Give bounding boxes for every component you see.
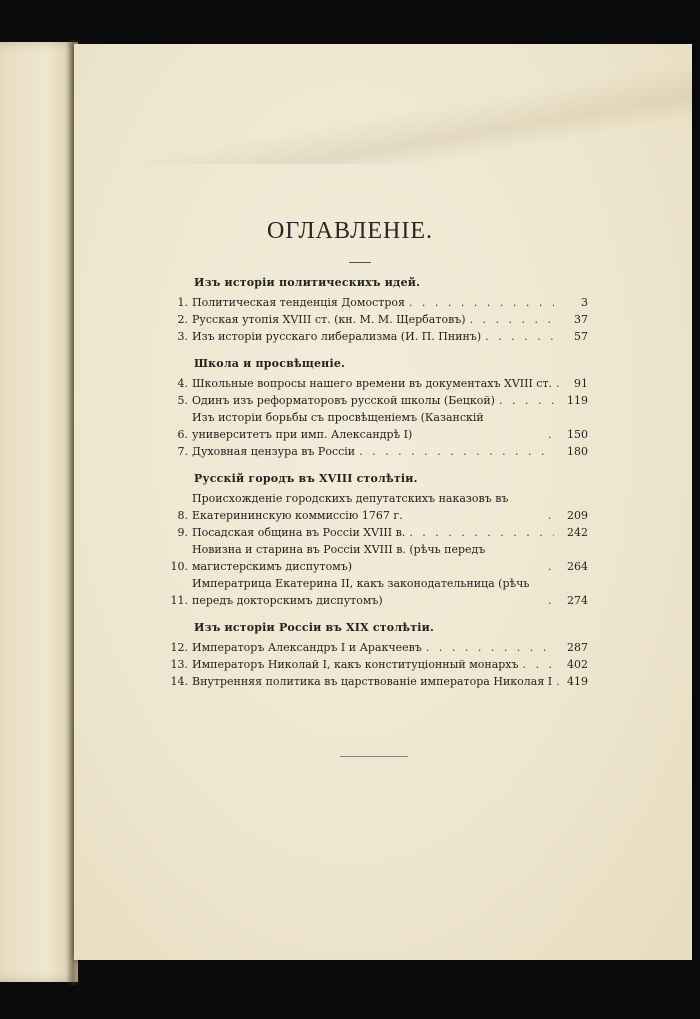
entry-number: 6. [177,428,188,441]
dot-leader [409,524,554,541]
entry-page-number: 274 [567,594,588,607]
dot-leader [485,328,554,345]
entry-number: 12. [170,641,188,654]
entry-number: 13. [170,658,188,671]
dot-leader [499,392,554,409]
entry-page-number: 180 [567,445,588,458]
entry-page-number: 287 [567,641,588,654]
dot-leader [470,311,554,328]
entry-title: Новизна и старина въ Россiи XVIII в. (рѣчь передъ магистерскимъ диспутомъ) [192,543,486,573]
entry-page-number: 150 [567,428,588,441]
dot-leader [359,443,554,460]
entry-number: 4. [177,377,188,390]
toc-entry [166,409,588,443]
section-heading: Русскiй городъ въ XVIII столѣтiи. [194,472,418,485]
entry-page-number: 37 [574,313,588,326]
entry-number: 2. [177,313,188,326]
entry-page-number: 57 [574,330,588,343]
entry-number: 5. [177,394,188,407]
entry-title: Одинъ изъ реформаторовъ русской школы (Бецкой) [192,394,495,407]
entry-title: Изъ исторiи борьбы съ просвѣщенiемъ (Казанскiй университетъ при имп. Александрѣ I) [192,411,484,441]
entry-title: Русская утопiя XVIII ст. (кн. М. М. Щербатовъ) [192,313,466,326]
entry-title: Императоръ Александръ I и Аракчеевъ [192,641,422,654]
dot-leader [409,294,554,311]
entry-page-number: 419 [567,675,588,688]
closing-divider [340,756,408,757]
entry-page-number: 242 [567,526,588,539]
dot-leader [548,507,554,524]
dot-leader [426,639,554,656]
toc-entry [166,575,588,609]
dot-leader [548,558,554,575]
entry-number: 3. [177,330,188,343]
title-divider [349,262,371,263]
entry-page-number: 264 [567,560,588,573]
entry-title: Школьные вопросы нашего времени въ документахъ XVIII ст. [192,377,553,390]
entry-title: Посадская община въ Россiи XVIII в. [192,526,406,539]
dot-leader [548,592,554,609]
entry-page-number: 3 [581,296,588,309]
toc-section [166,472,588,609]
entry-number: 10. [170,560,188,573]
entry-title: Духовная цензура въ Россiи [192,445,356,458]
entry-title: Внутренняя политика въ царствованiе императора Николая I [192,675,553,688]
entry-title: Императрица Екатерина II, какъ законодательница (рѣчь передъ докторскимъ диспутомъ) [192,577,530,607]
entry-page-number: 119 [567,394,588,407]
toc-entry [166,328,588,345]
toc-entry [166,639,588,656]
dot-leader [548,426,554,443]
entry-page-number: 91 [574,377,588,390]
entry-title: Изъ исторiи русскаго либерализма (И. П. Пнинъ) [192,330,482,343]
entry-number: 1. [177,296,188,309]
entry-number: 11. [170,594,188,607]
entry-title: Происхожденiе городскихъ депутатскихъ наказовъ въ Екатерининскую коммиссiю 1767 г. [192,492,509,522]
toc-entry [166,524,588,541]
toc-entry [166,392,588,409]
dot-leader [523,656,554,673]
section-heading: Изъ исторiи Россiи въ XIX столѣтiи. [194,621,434,634]
entry-title: Политическая тенденцiя Домостроя [192,296,405,309]
section-heading: Изъ исторiи политическихъ идей. [194,276,421,289]
toc-entry [166,490,588,524]
section-heading: Школа и просвѣщенiе. [194,357,346,370]
entry-number: 7. [177,445,188,458]
entry-page-number: 209 [567,509,588,522]
table-of-contents [166,276,588,702]
entry-title: Императоръ Николай I, какъ конституцiонный монархъ [192,658,519,671]
toc-section [166,276,588,345]
toc-section [166,621,588,690]
toc-entry [166,673,588,690]
toc-entry [166,656,588,673]
entry-number: 9. [177,526,188,539]
toc-entry [166,311,588,328]
entry-page-number: 402 [567,658,588,671]
toc-entry [166,294,588,311]
toc-section [166,357,588,460]
entry-number: 8. [177,509,188,522]
entry-number: 14. [170,675,188,688]
toc-entry [166,443,588,460]
page-title: ОГЛАВЛЕНIЕ. [266,218,434,244]
toc-entry [166,541,588,575]
toc-entry [166,375,588,392]
